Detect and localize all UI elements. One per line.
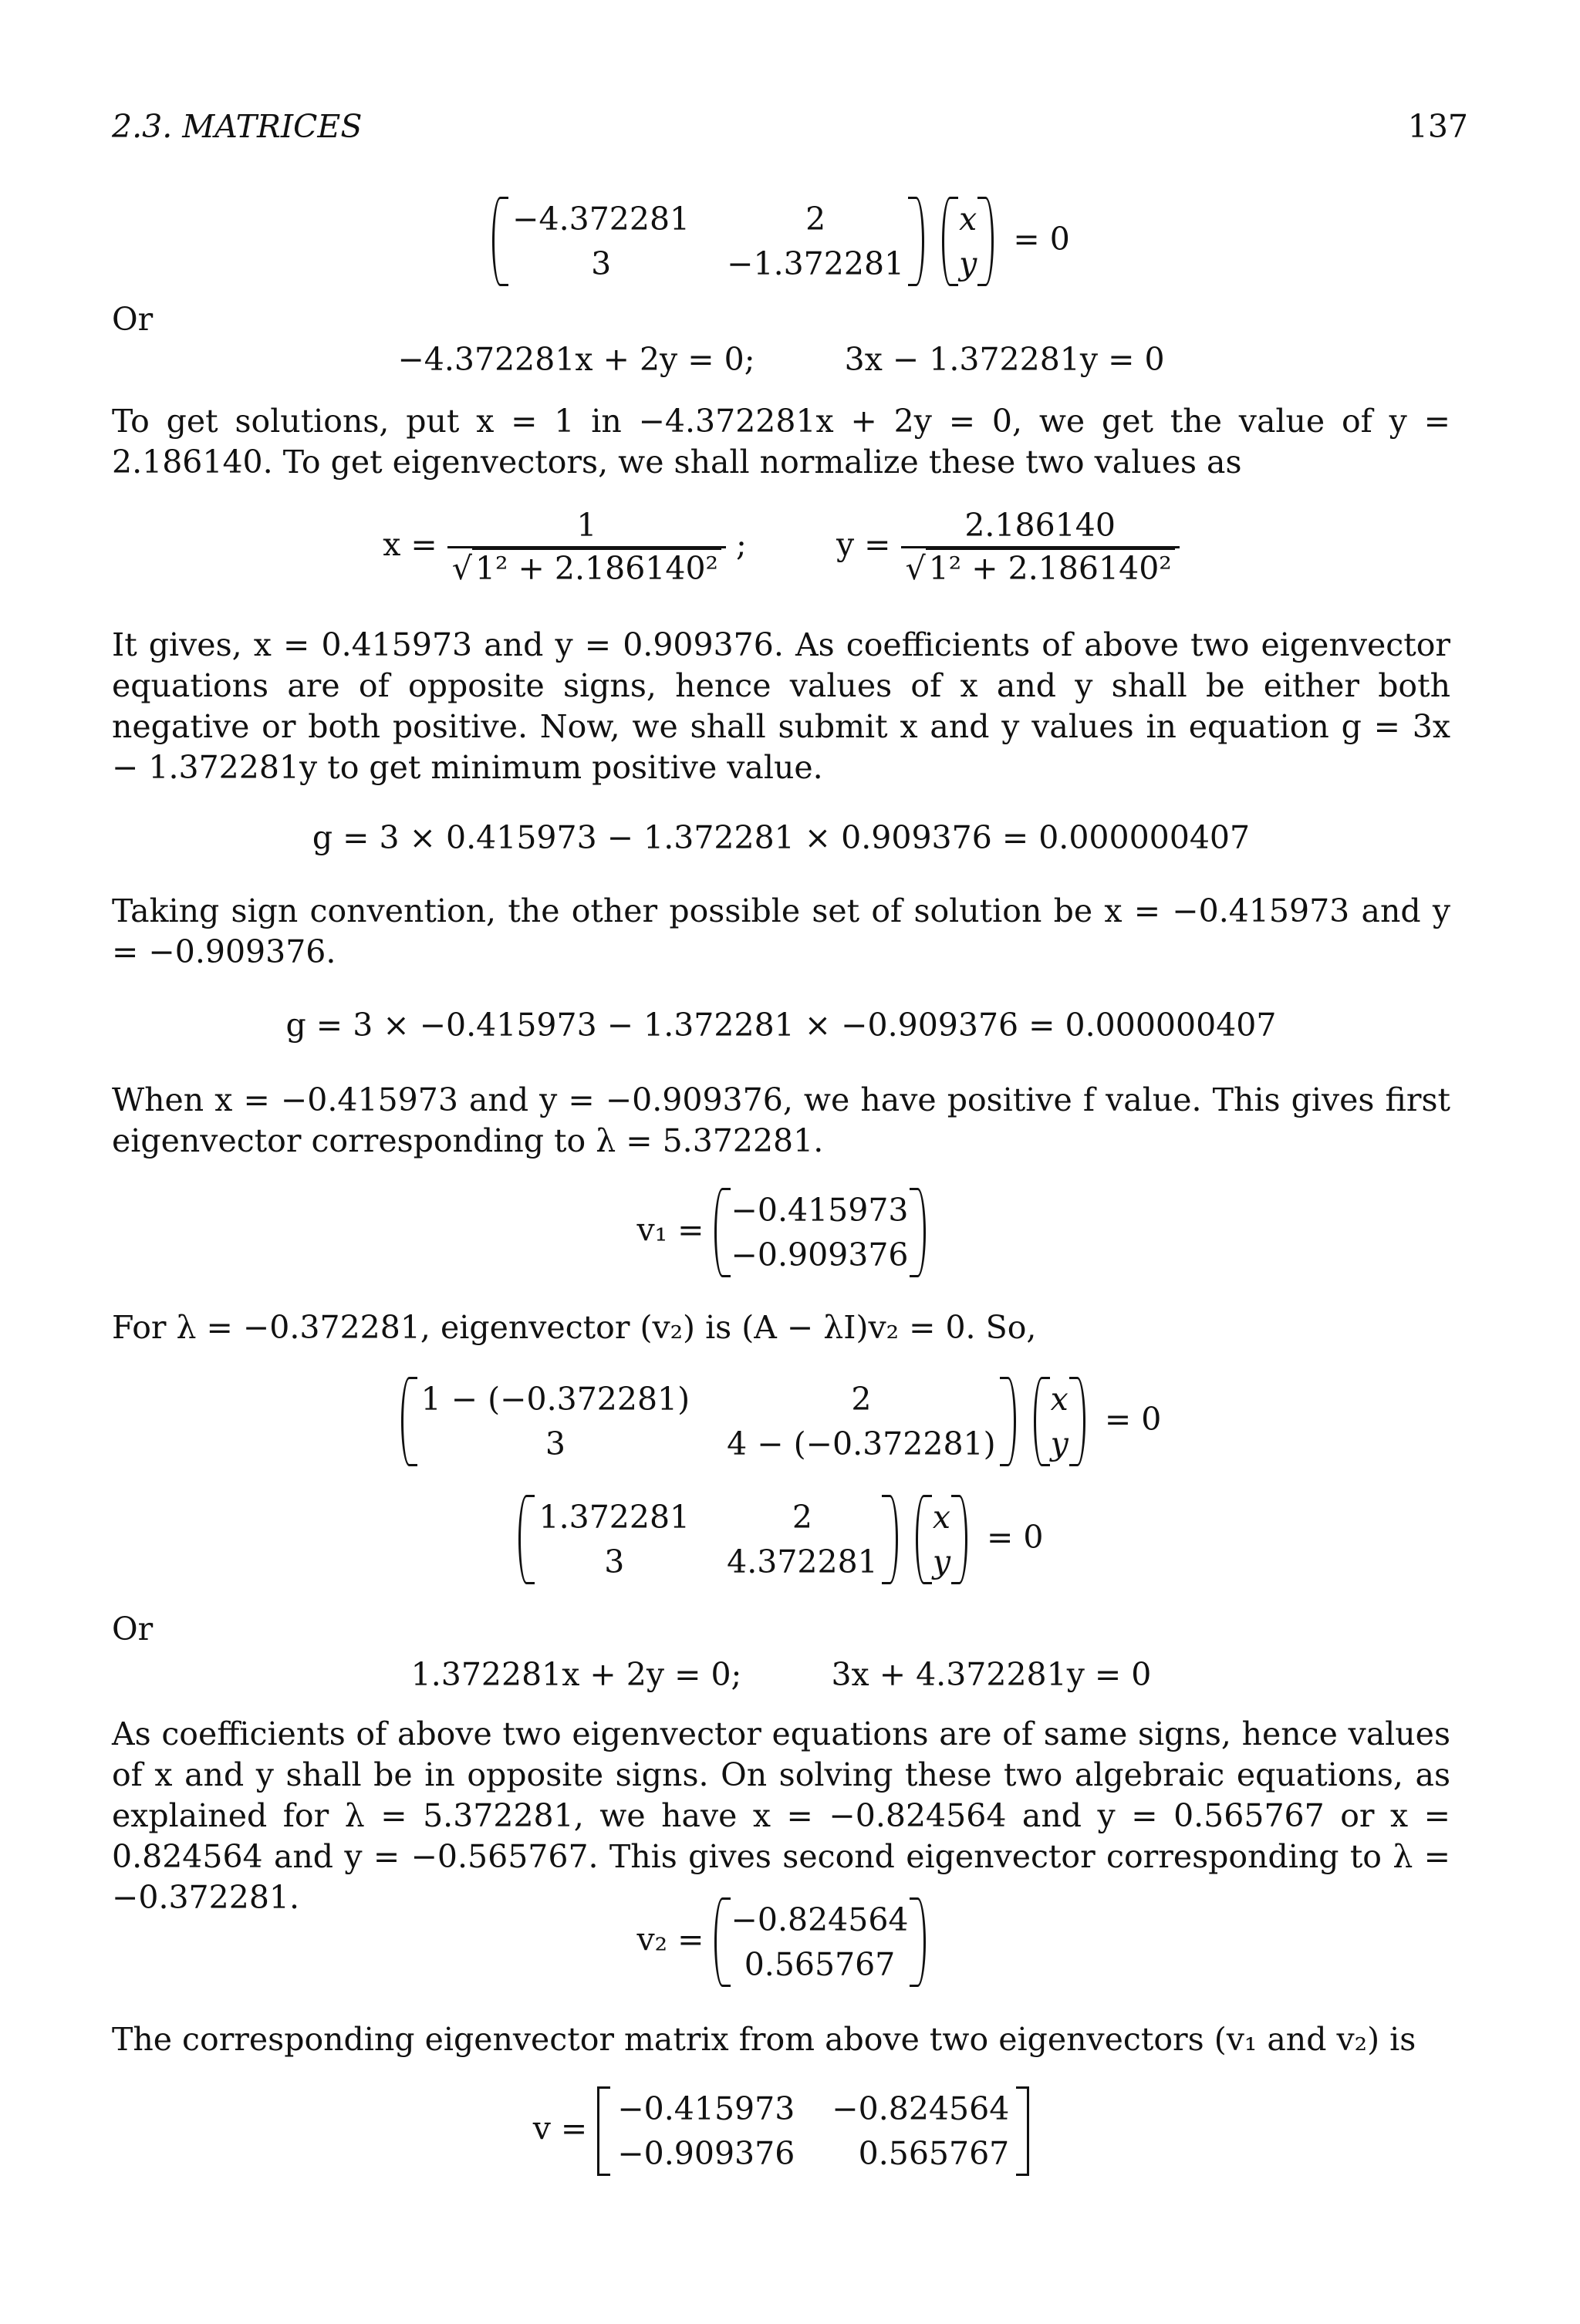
equation-g-2: g = 3 × −0.415973 − 1.372281 × −0.909376 = 0.000000407 <box>285 1007 1277 1044</box>
matrix-cell: 3 <box>604 1543 625 1580</box>
matrix-cell: −0.909376 <box>617 2135 795 2172</box>
vector-xy <box>916 1495 967 1584</box>
y-fraction: $\frac{2.186140}{\text{√1² + 2.186140²}}$ <box>901 505 1180 589</box>
equation-matrix-2 <box>112 1377 1450 1466</box>
vector-cell: x <box>1050 1381 1069 1418</box>
equation-g-1: g = 3 × 0.415973 − 1.372281 × 0.909376 = 0.000000407 <box>312 819 1251 856</box>
equation-rhs: = 0 <box>1013 220 1070 258</box>
matrix-cell: 4.372281 <box>727 1543 878 1580</box>
equation-left: 1.372281x + 2y = 0; <box>410 1656 742 1693</box>
v1-lhs: v₁ = <box>636 1211 704 1249</box>
matrix-left <box>492 197 924 286</box>
y-numerator: 2.186140 <box>901 505 1180 548</box>
vector-cell: −0.824564 <box>731 1901 909 1938</box>
equation-right: 3x − 1.372281y = 0 <box>844 341 1165 378</box>
matrix-left <box>401 1377 1016 1466</box>
vector-xy <box>942 197 994 286</box>
matrix-cell: 3 <box>545 1425 565 1462</box>
matrix-cell: −1.372281 <box>727 245 905 282</box>
paragraph-7: The corresponding eigenvector matrix from above two eigenvectors (v₁ and v₂) is <box>112 2021 1416 2058</box>
matrix-cell: 2 <box>792 1499 812 1536</box>
paragraph-3: Taking sign convention, the other possible set of solution be x = −0.415973 and y = −0.909376. <box>112 892 1450 970</box>
section-title: 2.3. MATRICES <box>112 108 363 145</box>
vector-cell: y <box>959 245 977 282</box>
vector-cell: y <box>932 1543 950 1580</box>
running-header <box>112 106 1468 153</box>
vector-xy <box>1034 1377 1085 1466</box>
equation-system-1 <box>112 339 1450 380</box>
matrix-cell: 2 <box>805 201 826 238</box>
or-label: Or <box>112 301 154 338</box>
y-denominator: 1² + 2.186140² <box>926 548 1175 587</box>
vmat-lhs: v = <box>532 2110 588 2147</box>
v2-vector <box>714 1897 926 1987</box>
matrix-cell: −0.824564 <box>832 2090 1010 2127</box>
x-lhs: x = <box>383 526 437 563</box>
matrix-cell: −4.372281 <box>512 201 690 238</box>
equation-right: 3x + 4.372281y = 0 <box>831 1656 1152 1693</box>
vector-cell: x <box>932 1499 950 1536</box>
page-number: 137 <box>1407 108 1468 145</box>
y-lhs: y = <box>836 526 891 563</box>
equation-v1 <box>112 1188 1450 1277</box>
vector-cell: y <box>1050 1425 1069 1462</box>
vector-cell: −0.909376 <box>731 1236 909 1273</box>
matrix-cell: 1 − (−0.372281) <box>420 1381 690 1418</box>
equation-rhs: = 0 <box>987 1518 1044 1556</box>
equation-v2 <box>112 1897 1450 1987</box>
matrix-cell: −0.415973 <box>617 2090 795 2127</box>
equation-rhs: = 0 <box>1104 1400 1162 1438</box>
or-label: Or <box>112 1611 154 1648</box>
matrix-cell: 4 − (−0.372281) <box>727 1425 996 1462</box>
paragraph-6: As coefficients of above two eigenvector equations are of same signs, hence values of x and y shall be in opposite signs. On solving these two algebraic equations, as explained for λ = 5.372281, we have x = −0.824564 and y = 0.565767 or x = 0.824564 and y = −0.565767. This gives second eigenvector corresponding to λ = −0.372281. <box>112 1715 1450 1916</box>
matrix-cell: 0.565767 <box>858 2135 1010 2172</box>
matrix-cell: 3 <box>591 245 612 282</box>
equation-normalize <box>112 505 1450 589</box>
v1-vector <box>714 1188 926 1277</box>
vector-cell: −0.415973 <box>731 1192 909 1229</box>
vector-cell: x <box>959 201 977 238</box>
eigenvector-matrix <box>597 2086 1029 2176</box>
paragraph-2: It gives, x = 0.415973 and y = 0.909376. As coefficients of above two eigenvector equations are of opposite signs, hence values of x and y shall be either both negative or both positive. Now, we shall submit x and y values in equation g = 3x − 1.372281y to get minimum positive value. <box>112 626 1450 786</box>
paragraph-1: To get solutions, put x = 1 in −4.372281x + 2y = 0, we get the value of y = 2.186140. To get eigenvectors, we shall normalize these two values as <box>112 403 1450 481</box>
x-numerator: 1 <box>447 505 726 548</box>
matrix-left <box>518 1495 897 1584</box>
paragraph-5: For λ = −0.372281, eigenvector (v₂) is (A − λI)v₂ = 0. So, <box>112 1309 1037 1346</box>
equation-matrix-top <box>112 197 1450 286</box>
equation-left: −4.372281x + 2y = 0; <box>397 341 755 378</box>
paragraph-4: When x = −0.415973 and y = −0.909376, we have positive f value. This gives first eigenvector corresponding to λ = 5.372281. <box>112 1081 1450 1159</box>
vector-cell: 0.565767 <box>744 1946 896 1983</box>
equation-system-2 <box>112 1654 1450 1695</box>
matrix-cell: 1.372281 <box>538 1499 690 1536</box>
x-denominator: 1² + 2.186140² <box>472 548 721 587</box>
v2-lhs: v₂ = <box>636 1921 704 1958</box>
separator: ; <box>736 526 747 563</box>
x-fraction: $\frac{1}{\text{√1² + 2.186140²}}$ <box>447 505 726 589</box>
equation-matrix-3 <box>112 1495 1450 1584</box>
matrix-cell: 2 <box>851 1381 872 1418</box>
equation-eigenvector-matrix <box>112 2086 1450 2176</box>
